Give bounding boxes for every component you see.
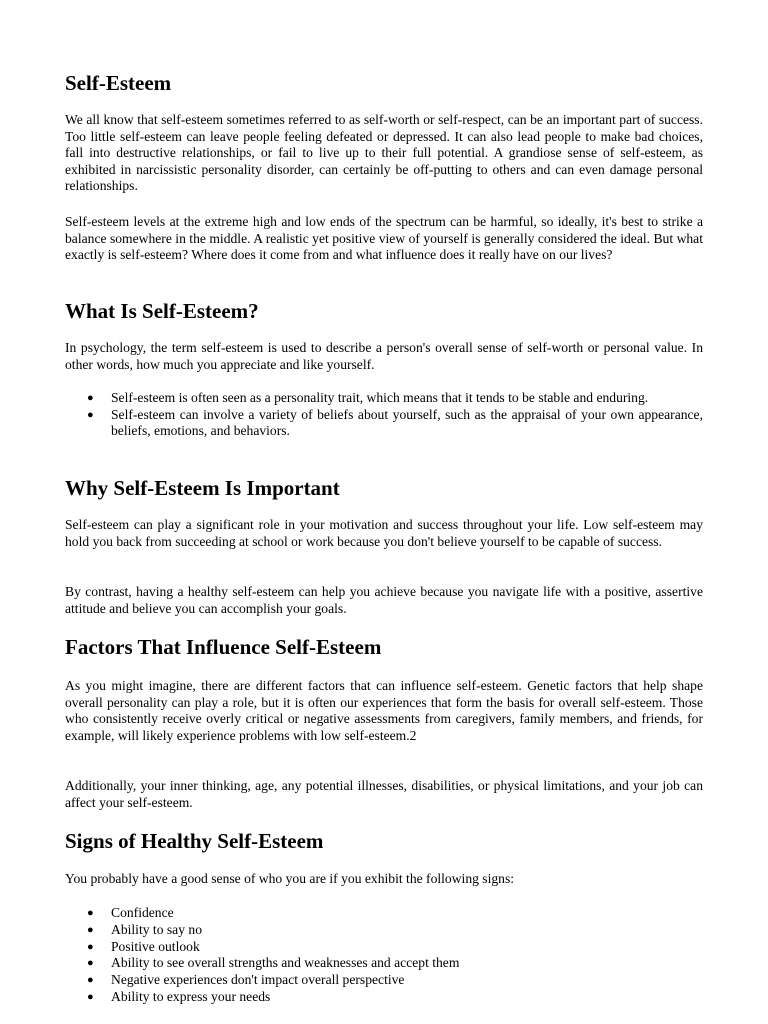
bullet-icon: ● xyxy=(87,974,94,987)
list-item: ● Positive outlook xyxy=(87,938,200,954)
list-item: ● Self-esteem can involve a variety of beliefs about yourself, such as the appraisal of your own appearance, beliefs, emotions, and behaviors. xyxy=(87,406,703,439)
list-item: ● Negative experiences don't impact overall perspective xyxy=(87,972,405,988)
paragraph-signs-intro: You probably have a good sense of who you are if you exhibit the following signs: xyxy=(65,871,515,886)
list-item: ● Ability to say no xyxy=(87,921,203,937)
heading-factors: Factors That Influence Self-Esteem xyxy=(65,635,382,659)
bullet-icon: ● xyxy=(87,392,94,404)
paragraph-why-motivation: Self-esteem can play a significant role in your motivation and success throughout your life. Low self-esteem may hold you back from succeeding at school or work because you don't believe yourself to be capable of success. xyxy=(65,517,703,549)
heading-why-important: Why Self-Esteem Is Important xyxy=(65,476,340,500)
list-item: ● Ability to express your needs xyxy=(87,988,271,1004)
list-item: ● Ability to see overall strengths and weaknesses and accept them xyxy=(87,955,460,971)
list-what-is xyxy=(65,390,703,440)
list-item: ● Confidence xyxy=(87,905,174,920)
bullet-icon: ● xyxy=(87,957,94,970)
paragraph-psychology-definition: In psychology, the term self-esteem is used to describe a person's overall sense of self-worth or personal value. In other words, how much you appreciate and like yourself. xyxy=(65,340,703,372)
bullet-icon: ● xyxy=(87,923,94,936)
list-item: ● Self-esteem is often seen as a personality trait, which means that it tends to be stable and enduring. xyxy=(87,390,649,405)
paragraph-factors-additional: Additionally, your inner thinking, age, any potential illnesses, disabilities, or physical limitations, and your job can affect your self-esteem. xyxy=(65,778,703,810)
bullet-icon: ● xyxy=(87,940,94,953)
paragraph-why-contrast: By contrast, having a healthy self-esteem can help you achieve because you navigate life with a positive, assertive attitude and believe you can accomplish your goals. xyxy=(65,584,703,616)
paragraph-levels: Self-esteem levels at the extreme high and low ends of the spectrum can be harmful, so ideally, it's best to strike a balance somewhere in the middle. A realistic yet positive view of yourself is generally considered the ideal. But what exactly is self-esteem? Where does it come from and what influence does it really have on our lives? xyxy=(65,214,703,263)
paragraph-factors-genetic: As you might imagine, there are different factors that can influence self-esteem. Genetic factors that help shape overall personality can play a role, but it is often our experiences that form the basis for overall self-esteem. Those who consistently receive overly critical or negative assessments from caregivers, family members, and friends, for example, will likely experience problems with low self-esteem.2 xyxy=(65,678,703,743)
bullet-icon: ● xyxy=(87,408,94,421)
heading-signs-healthy: Signs of Healthy Self-Esteem xyxy=(65,829,324,853)
bullet-icon: ● xyxy=(87,990,94,1003)
paragraph-intro: We all know that self-esteem sometimes referred to as self-worth or self-respect, can be an important part of success. Too little self-esteem can leave people feeling defeated or depressed. It can also lead people to make bad choices, fall into destructive relationships, or fail to live up to their full potential. A grandiose sense of self-esteem, as exhibited in narcissistic personality disorder, can certainly be off-putting to others and can even damage personal relationships. xyxy=(65,112,703,194)
list-signs xyxy=(65,905,703,1006)
heading-what-is-self-esteem: What Is Self-Esteem? xyxy=(65,299,259,323)
heading-self-esteem: Self-Esteem xyxy=(65,71,172,95)
bullet-icon: ● xyxy=(87,907,94,919)
